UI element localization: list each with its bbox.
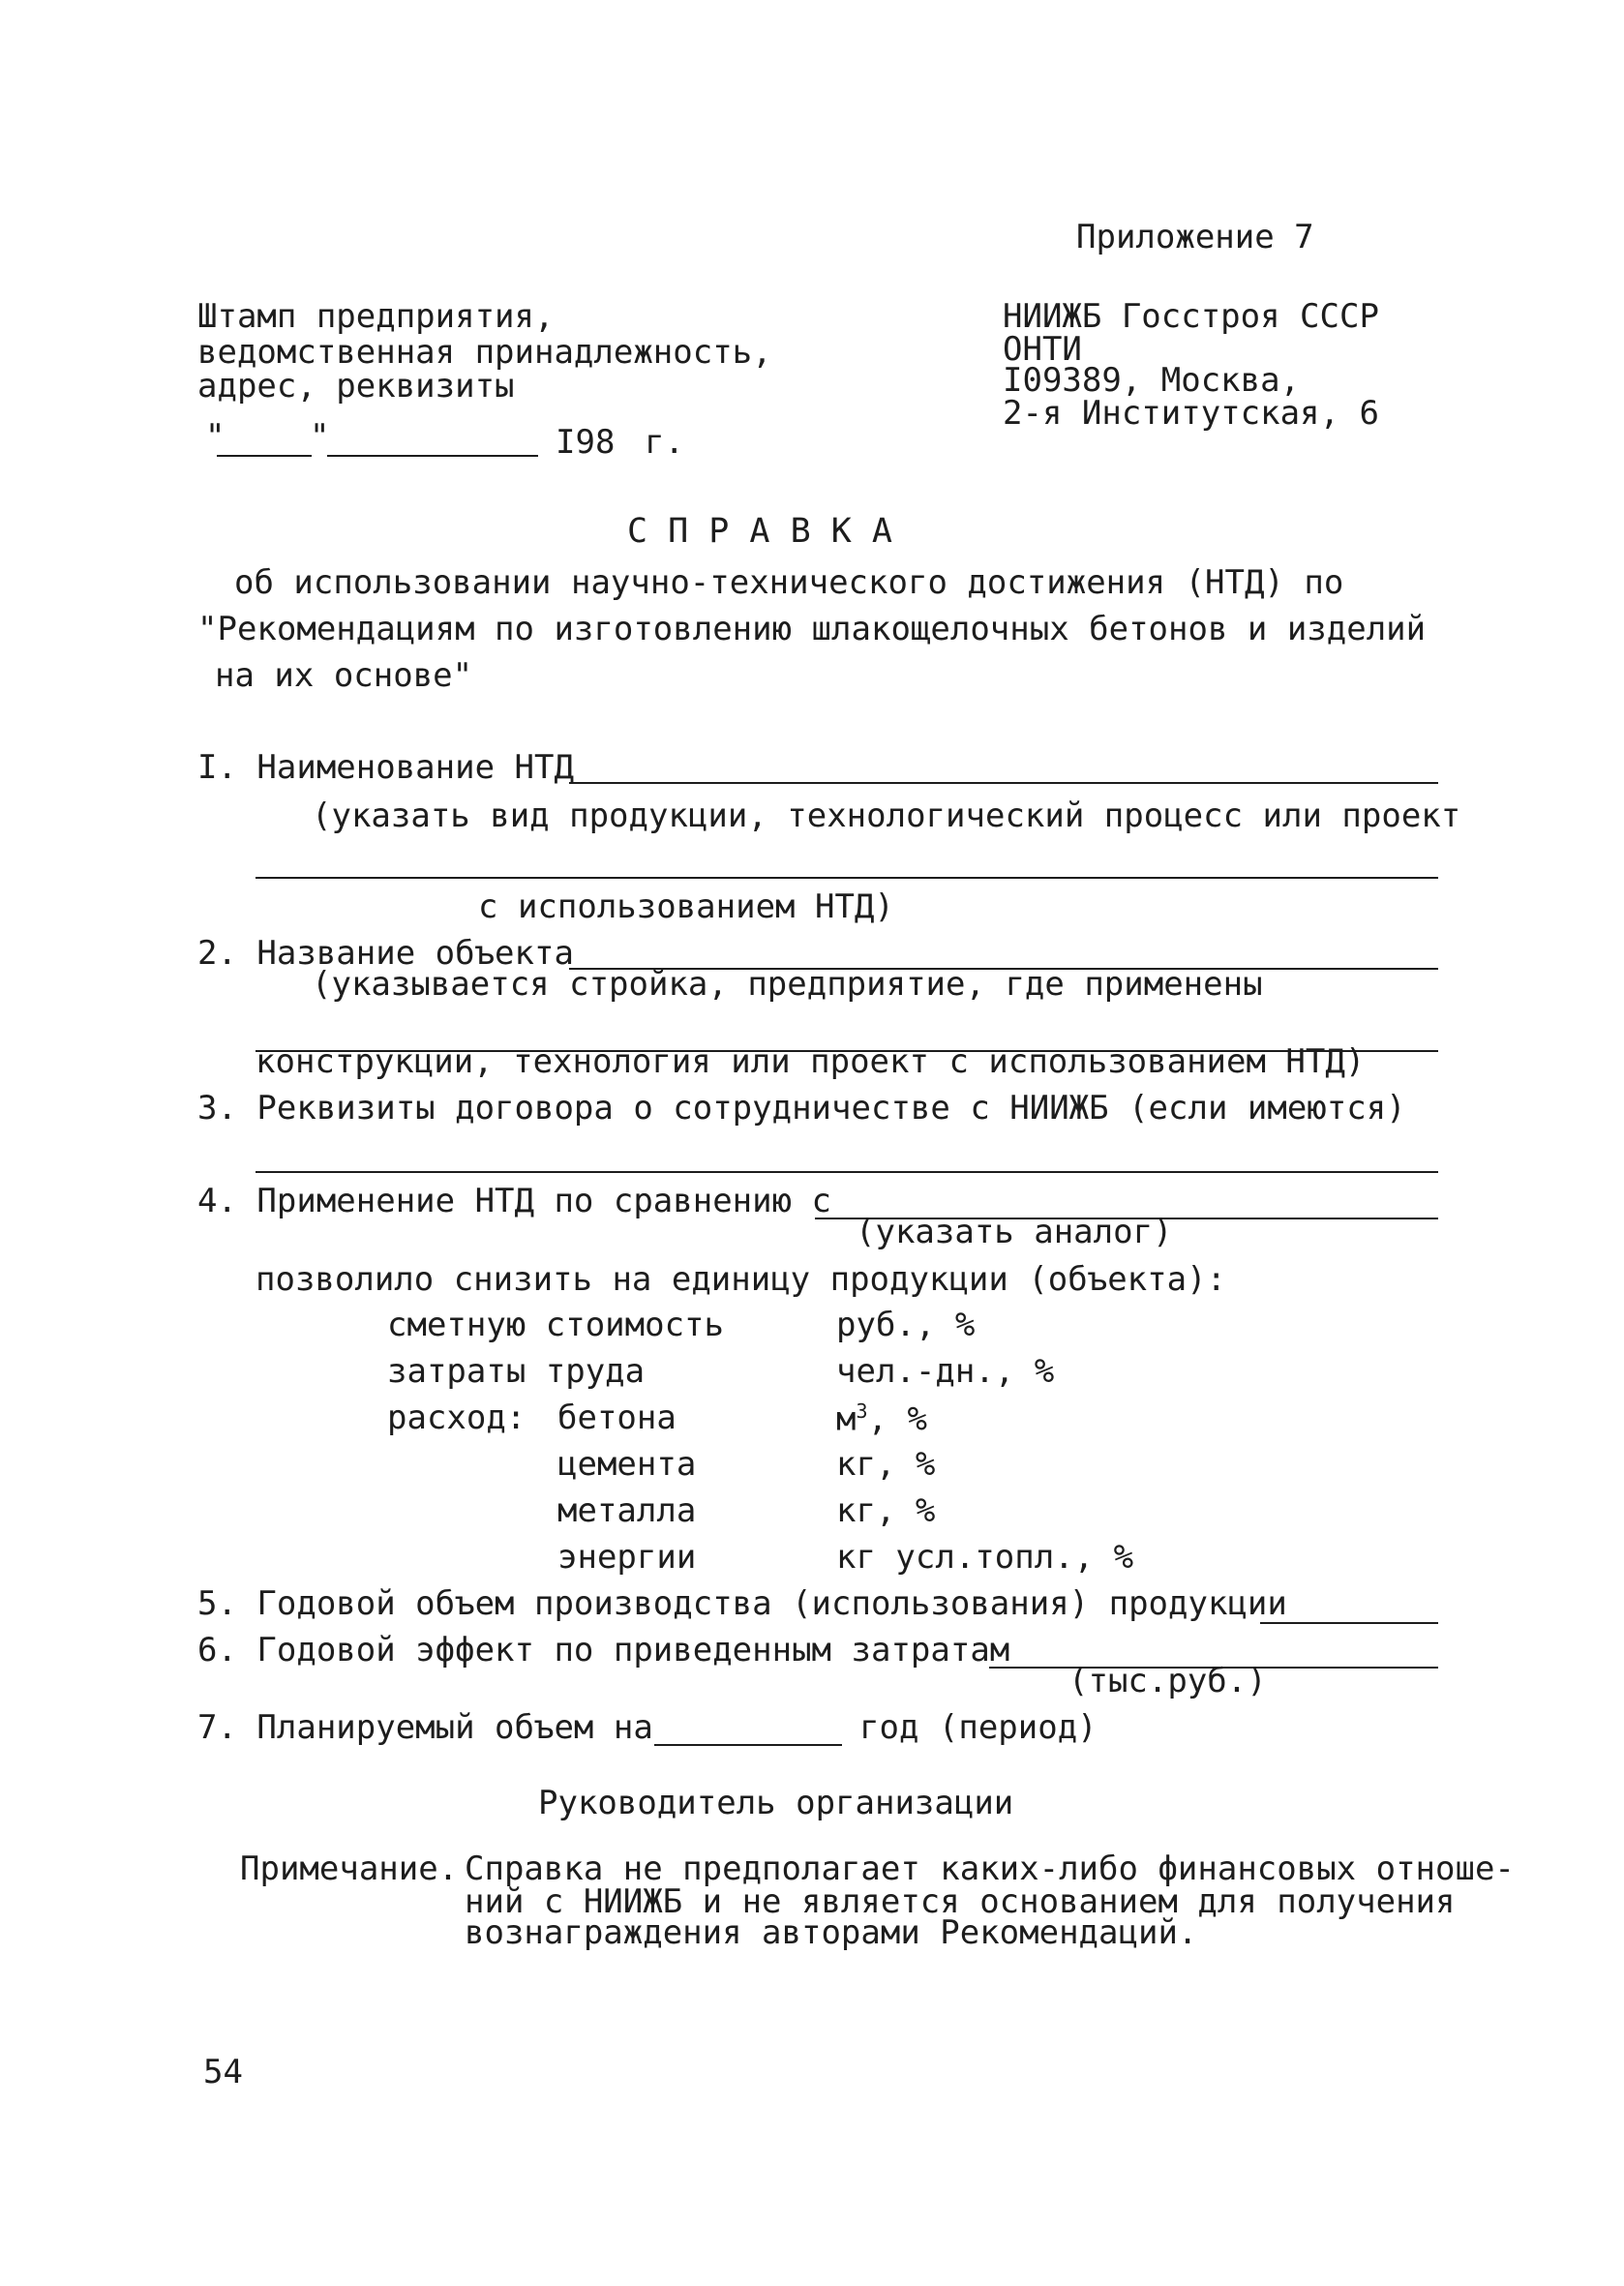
page-number: 54: [203, 2053, 243, 2091]
row-cost-name: сметную стоимость: [387, 1306, 724, 1344]
recipient-line-4: 2-я Институтская, 6: [1003, 394, 1379, 433]
row-concrete-name: бетона: [557, 1399, 677, 1437]
row-concrete-unit: $м^3$, %: [836, 1399, 927, 1439]
row-cement-name: цемента: [557, 1445, 697, 1484]
stamp-line-1: Штамп предприятия,: [197, 297, 555, 336]
item-4-allowed: позволило снизить на единицу продукции (объекта):: [256, 1260, 1227, 1299]
row-cement-unit: кг, %: [836, 1445, 936, 1484]
row-energy-unit: кг усл.топл., %: [836, 1538, 1134, 1577]
date-open-quote: ": [205, 417, 226, 456]
recipient-line-3: I09389, Москва,: [1003, 361, 1301, 400]
recipient-line-2: ОНТИ: [1003, 330, 1082, 369]
note-line-3: вознаграждения авторами Рекомендаций.: [465, 1913, 1198, 1952]
note-line-2: ний с НИИЖБ и не является основанием для получения: [465, 1882, 1456, 1921]
date-year-suffix: г.: [645, 423, 684, 462]
item-1-label: I. Наименование НТД: [197, 748, 574, 787]
item-6-hint: (тыс.руб.): [1068, 1662, 1267, 1700]
recipient-line-1: НИИЖБ Госстроя СССР: [1003, 297, 1379, 336]
item-5-label: 5. Годовой объем производства (использования) продукции: [197, 1584, 1287, 1623]
item-5-blank: [1260, 1622, 1438, 1624]
subtitle-line-3: на их основе": [215, 656, 473, 695]
item-7-suffix: год (период): [859, 1708, 1098, 1747]
signature-label: Руководитель организации: [538, 1784, 1014, 1822]
item-7-blank: [654, 1744, 842, 1746]
subtitle-line-1: об использовании научно-технического достижения (НТД) по: [234, 563, 1344, 602]
row-energy-name: энергии: [557, 1538, 697, 1577]
date-year: I98: [556, 423, 616, 462]
item-3-blank: [256, 1171, 1438, 1173]
document-title: С П Р А В К А: [627, 512, 892, 551]
item-4-hint: (указать аналог): [856, 1213, 1173, 1251]
row-labor-unit: чел.-дн., %: [836, 1352, 1055, 1391]
date-day-blank: [217, 455, 312, 457]
item-1-hint-2: с использованием НТД): [478, 887, 894, 926]
item-1-hint-1: (указать вид продукции, технологический процесс или проект: [312, 797, 1461, 835]
item-2-label: 2. Название объекта: [197, 934, 574, 973]
date-close-quote: ": [310, 417, 330, 456]
item-1-blank: [569, 782, 1438, 784]
stamp-line-3: адрес, реквизиты: [197, 367, 515, 406]
item-1-blank-2: [256, 877, 1438, 879]
note-label: Примечание.: [240, 1850, 459, 1888]
note-line-1: Справка не предполагает каких-либо финансовых отноше-: [465, 1850, 1515, 1888]
item-4-label: 4. Применение НТД по сравнению с: [197, 1182, 832, 1220]
subtitle-line-2: "Рекомендациям по изготовлению шлакощелочных бетонов и изделий: [197, 610, 1427, 648]
item-7-label: 7. Планируемый объем на: [197, 1708, 653, 1747]
row-cost-unit: руб., %: [836, 1306, 976, 1344]
item-6-label: 6. Годовой эффект по приведенным затратам: [197, 1631, 1010, 1669]
item-3-label: 3. Реквизиты договора о сотрудничестве с НИИЖБ (если имеются): [197, 1089, 1406, 1128]
row-labor-name: затраты труда: [387, 1352, 646, 1391]
date-month-blank: [327, 455, 538, 457]
stamp-line-2: ведомственная принадлежность,: [197, 333, 772, 372]
row-metal-name: металла: [557, 1491, 697, 1530]
row-metal-unit: кг, %: [836, 1491, 936, 1530]
item-2-hint-1: (указывается стройка, предприятие, где применены: [312, 965, 1263, 1004]
item-2-hint-2: конструкции, технология или проект с использованием НТД): [256, 1042, 1366, 1081]
appendix-label: Приложение 7: [1076, 218, 1314, 256]
row-consumption-name: расход:: [387, 1399, 526, 1437]
